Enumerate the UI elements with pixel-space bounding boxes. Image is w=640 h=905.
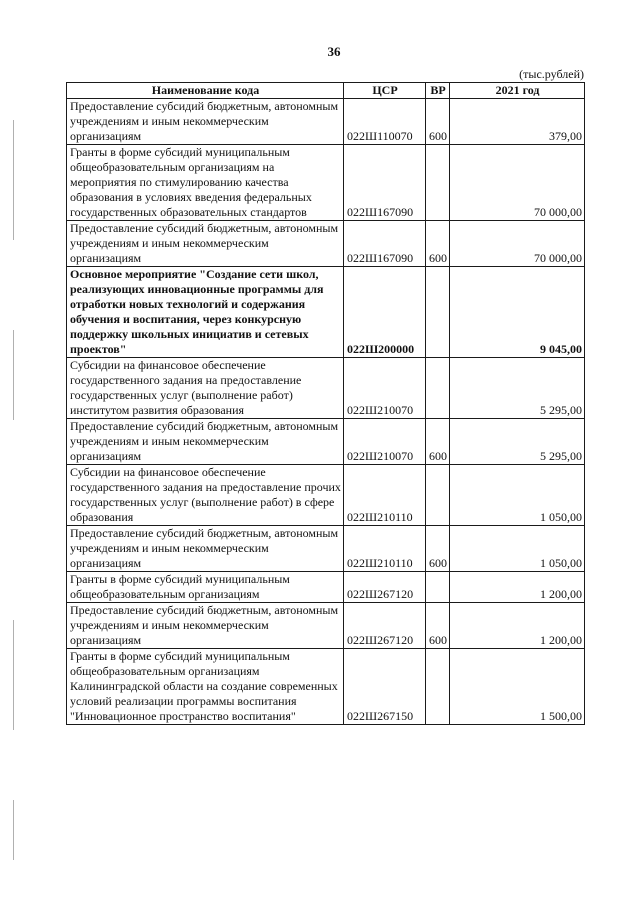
row-name-cell: Субсидии на финансовое обеспечение государственного задания на предоставление государственных услуг (выполнение работ) институтом развития образования — [67, 358, 344, 419]
table-row — [67, 649, 585, 725]
table-row — [67, 221, 585, 267]
row-csr-cell: 022Ш167090 — [344, 145, 426, 221]
scan-edge-mark — [13, 120, 14, 240]
row-vr-cell: 600 — [426, 526, 450, 572]
row-name-cell: Гранты в форме субсидий муниципальным общеобразовательным организациям Калининградской области на создание современных условий реализации программы воспитания "Инновационное пространство воспитания" — [67, 649, 344, 725]
row-name-cell: Предоставление субсидий бюджетным, автономным учреждениям и иным некоммерческим организациям — [67, 221, 344, 267]
budget-table — [66, 82, 585, 725]
row-csr-cell: 022Ш200000 — [344, 267, 426, 358]
row-amount-cell: 70 000,00 — [450, 221, 585, 267]
row-name-cell: Гранты в форме субсидий муниципальным общеобразовательным организациям на мероприятия по стимулированию качества образования в условиях введения федеральных государственных образовательных стандартов — [67, 145, 344, 221]
row-vr-cell — [426, 649, 450, 725]
header-csr: ЦСР — [344, 83, 426, 99]
row-vr-cell: 600 — [426, 419, 450, 465]
table-row — [67, 419, 585, 465]
row-vr-cell — [426, 267, 450, 358]
row-csr-cell: 022Ш210070 — [344, 419, 426, 465]
table-body — [67, 99, 585, 725]
row-amount-cell: 379,00 — [450, 99, 585, 145]
row-csr-cell: 022Ш267120 — [344, 603, 426, 649]
row-csr-cell: 022Ш267150 — [344, 649, 426, 725]
page-number: 36 — [327, 44, 341, 59]
row-csr-cell: 022Ш267120 — [344, 572, 426, 603]
row-csr-cell: 022Ш110070 — [344, 99, 426, 145]
scan-edge-mark — [13, 800, 14, 860]
table-row — [67, 572, 585, 603]
table-row — [67, 358, 585, 419]
row-vr-cell: 600 — [426, 99, 450, 145]
header-vr: ВР — [426, 83, 450, 99]
row-vr-cell — [426, 145, 450, 221]
header-name: Наименование кода — [67, 83, 344, 99]
row-vr-cell — [426, 572, 450, 603]
table-row — [67, 465, 585, 526]
row-amount-cell: 5 295,00 — [450, 419, 585, 465]
row-csr-cell: 022Ш210070 — [344, 358, 426, 419]
row-csr-cell: 022Ш167090 — [344, 221, 426, 267]
row-amount-cell: 1 200,00 — [450, 603, 585, 649]
row-vr-cell: 600 — [426, 603, 450, 649]
row-amount-cell: 1 200,00 — [450, 572, 585, 603]
row-csr-cell: 022Ш210110 — [344, 465, 426, 526]
row-name-cell: Предоставление субсидий бюджетным, автономным учреждениям и иным некоммерческим организациям — [67, 603, 344, 649]
row-vr-cell: 600 — [426, 221, 450, 267]
row-csr-cell: 022Ш210110 — [344, 526, 426, 572]
scan-edge-mark — [13, 330, 14, 420]
row-name-cell: Основное мероприятие "Создание сети школ, реализующих инновационные программы для отработки новых технологий и содержания обучения и воспитания, через конкурсную поддержку школьных инициатив и сетевых проектов" — [67, 267, 344, 358]
units-label: (тыс.рублей) — [519, 67, 584, 81]
table-row — [67, 603, 585, 649]
row-amount-cell: 70 000,00 — [450, 145, 585, 221]
scan-edge-mark — [13, 620, 14, 730]
table-row — [67, 526, 585, 572]
row-vr-cell — [426, 465, 450, 526]
row-name-cell: Субсидии на финансовое обеспечение государственного задания на предоставление прочих государственных услуг (выполнение работ) в сфере образования — [67, 465, 344, 526]
header-year: 2021 год — [450, 83, 585, 99]
table-header-row — [67, 83, 585, 99]
table-row — [67, 99, 585, 145]
table-row — [67, 145, 585, 221]
row-amount-cell: 1 500,00 — [450, 649, 585, 725]
row-amount-cell: 9 045,00 — [450, 267, 585, 358]
row-amount-cell: 1 050,00 — [450, 526, 585, 572]
row-name-cell: Предоставление субсидий бюджетным, автономным учреждениям и иным некоммерческим организациям — [67, 99, 344, 145]
row-name-cell: Предоставление субсидий бюджетным, автономным учреждениям и иным некоммерческим организациям — [67, 419, 344, 465]
row-amount-cell: 1 050,00 — [450, 465, 585, 526]
row-name-cell: Предоставление субсидий бюджетным, автономным учреждениям и иным некоммерческим организациям — [67, 526, 344, 572]
row-vr-cell — [426, 358, 450, 419]
table-row — [67, 267, 585, 358]
row-name-cell: Гранты в форме субсидий муниципальным общеобразовательным организациям — [67, 572, 344, 603]
row-amount-cell: 5 295,00 — [450, 358, 585, 419]
